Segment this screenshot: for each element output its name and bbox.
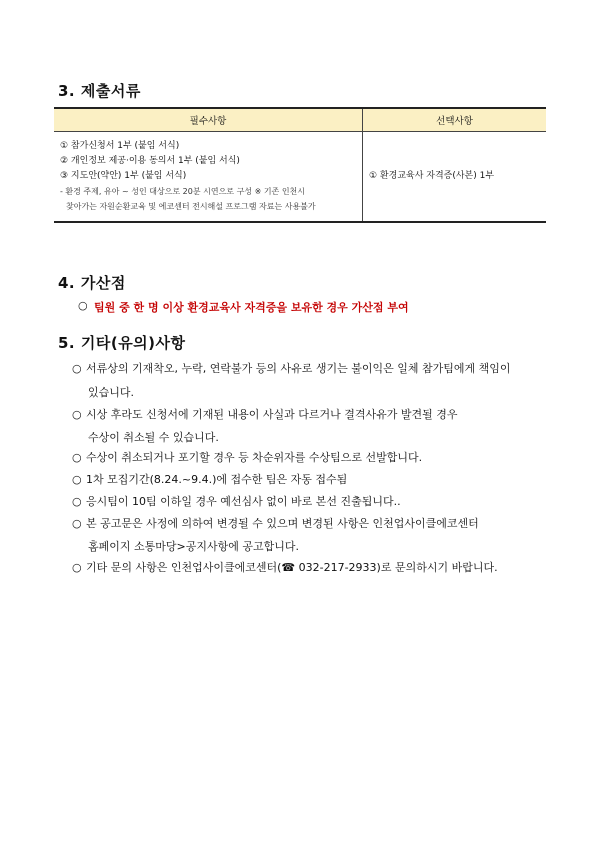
- notice-item: [72, 560, 548, 576]
- notice-line: 서류상의 기재착오, 누락, 연락불가 등의 사유로 생기는 불이익은 일체 참가팀에게 책임이: [86, 362, 511, 375]
- bullet-icon: ○: [72, 408, 82, 421]
- required-header: 필수사항: [54, 108, 363, 132]
- optional-cell: [363, 132, 547, 223]
- notice-item: [72, 407, 548, 423]
- bullet-icon: ○: [72, 495, 82, 508]
- section-3-title: 3. 제출서류: [58, 82, 141, 100]
- bullet-icon: ○: [72, 517, 82, 530]
- notice-item: [72, 472, 548, 488]
- bullet-icon: ○: [72, 451, 82, 464]
- required-note-line-1: - 환경 주제, 유아 ~ 성인 대상으로 20분 시연으로 구성 ※ 기존 인천시: [60, 187, 306, 196]
- optional-header: 선택사항: [363, 108, 547, 132]
- notice-line: 기타 문의 사항은 인천업사이클에코센터(☎ 032-217-2933)로 문의하시기 바랍니다.: [86, 561, 498, 574]
- bonus-point-text: 팀원 중 한 명 이상 환경교육사 자격증을 보유한 경우 가산점 부여: [94, 301, 409, 314]
- bullet-icon: ○: [72, 561, 82, 574]
- notice-item: [72, 361, 548, 377]
- documents-table: [54, 107, 546, 223]
- required-note-line-2: 찾아가는 자원순환교육 및 에코센터 전시해설 프로그램 자료는 사용불가: [66, 202, 316, 211]
- notice-line: 수상이 취소되거나 포기할 경우 등 차순위자를 수상팀으로 선발합니다.: [86, 451, 423, 464]
- notice-line: 1차 모집기간(8.24.~9.4.)에 접수한 팀은 자동 접수됨: [86, 473, 348, 486]
- section-5-title: 5. 기타(유의)사항: [58, 334, 186, 352]
- notice-item: [72, 450, 548, 466]
- optional-item: ① 환경교육사 자격증(사본) 1부: [369, 171, 495, 181]
- section-4-title: 4. 가산점: [58, 274, 126, 292]
- notice-line: 시상 후라도 신청서에 기재된 내용이 사실과 다르거나 결격사유가 발견될 경우: [86, 408, 458, 421]
- notice-line: 응시팀이 10팀 이하일 경우 예선심사 없이 바로 본선 진출됩니다..: [86, 495, 401, 508]
- required-item-1: ① 참가신청서 1부 (붙임 서식): [60, 141, 180, 151]
- required-item-2: ② 개인정보 제공·이용 동의서 1부 (붙임 서식): [60, 156, 240, 166]
- notice-line-continued: 수상이 취소될 수 있습니다.: [88, 431, 219, 444]
- bullet-icon: ○: [78, 299, 88, 312]
- required-cell: [54, 132, 363, 223]
- bullet-icon: ○: [72, 362, 82, 375]
- notice-line-continued: 홈페이지 소통마당>공지사항에 공고합니다.: [88, 540, 299, 553]
- required-item-3: ③ 지도안(약안) 1부 (붙임 서식): [60, 171, 187, 181]
- bullet-icon: ○: [72, 473, 82, 486]
- notice-item: [72, 494, 548, 510]
- notice-item: [72, 516, 548, 532]
- notice-line-continued: 있습니다.: [88, 386, 135, 399]
- notice-line: 본 공고문은 사정에 의하여 변경될 수 있으며 변경된 사항은 인천업사이클에코센터: [86, 517, 479, 530]
